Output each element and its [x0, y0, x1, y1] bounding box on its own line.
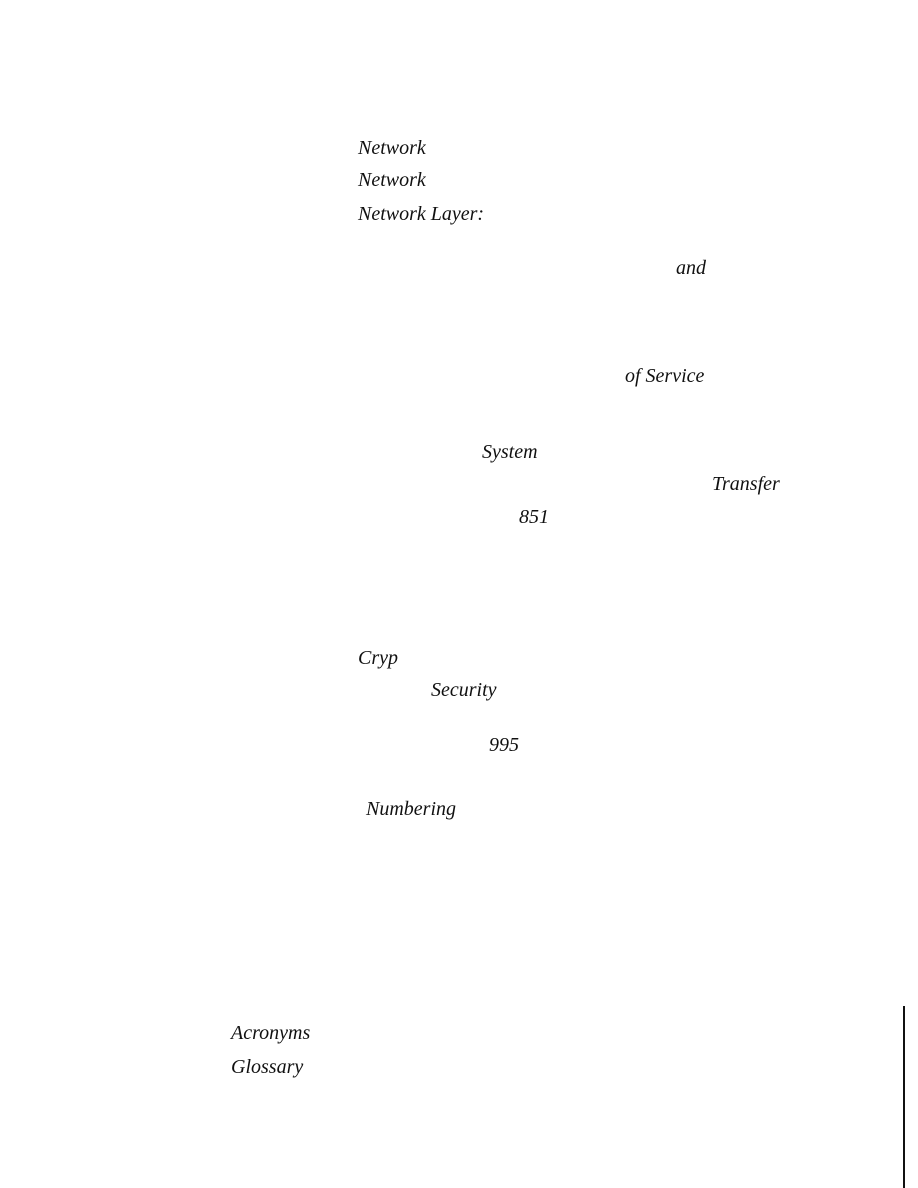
text-fragment-numbering: Numbering: [366, 798, 456, 820]
text-fragment-851: 851: [519, 506, 549, 528]
text-fragment-system: System: [482, 441, 538, 463]
text-fragment-transfer: Transfer: [712, 473, 780, 495]
text-fragment-acronyms: Acronyms: [231, 1022, 311, 1044]
text-fragment-of-service: of Service: [625, 365, 705, 387]
text-fragment-network-2: Network: [358, 169, 426, 191]
text-fragment-995: 995: [489, 734, 519, 756]
text-fragment-security: Security: [431, 679, 497, 701]
text-fragment-network-layer: Network Layer:: [358, 203, 485, 225]
text-fragment-glossary: Glossary: [231, 1056, 304, 1078]
text-fragment-network-1: Network: [358, 137, 426, 159]
text-fragment-cryp: Cryp: [358, 647, 398, 669]
margin-rule: [903, 1006, 905, 1188]
text-fragment-and: and: [676, 257, 706, 279]
